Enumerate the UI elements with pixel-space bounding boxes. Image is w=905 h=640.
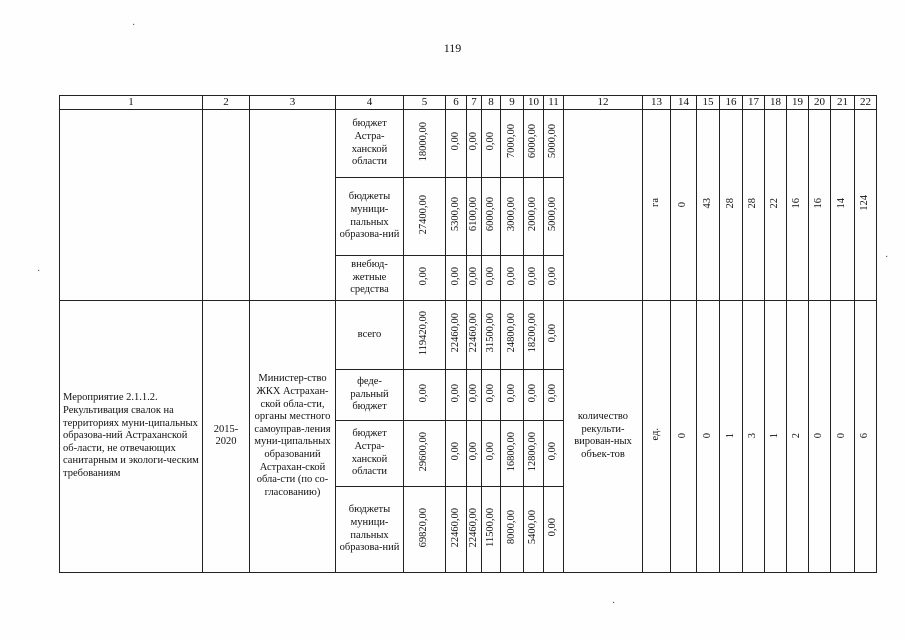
value-cell: [446, 370, 467, 420]
value-cell: [501, 256, 524, 300]
funding-source: феде-ральный бюджет: [336, 370, 404, 420]
indicator-value: [671, 110, 697, 301]
funding-source: всего: [336, 300, 404, 370]
value-cell: [544, 177, 564, 256]
value-cell: [446, 420, 467, 487]
value-text: 1: [769, 432, 781, 439]
col-num: 11: [544, 96, 564, 110]
col-num: 14: [671, 96, 697, 110]
col-num: 17: [743, 96, 765, 110]
indicator-value: [765, 110, 787, 301]
value-text: 11500,00: [484, 507, 496, 547]
value-text: 0,00: [484, 442, 496, 461]
value-cell: [446, 177, 467, 256]
value-cell: [404, 420, 446, 487]
value-cell: [467, 300, 482, 370]
value-text: 0,00: [418, 266, 430, 286]
indicator-name: количество рекульти-вирован-ных объек-тов: [564, 300, 643, 572]
indicator-value: [720, 300, 743, 572]
value-cell: [467, 177, 482, 256]
col-num: 3: [250, 96, 336, 110]
indicator-value: [743, 300, 765, 572]
value-cell: [404, 256, 446, 300]
col-num: 13: [643, 96, 671, 110]
value-text: 5400,00: [527, 510, 539, 545]
value-cell: [501, 370, 524, 420]
event-description: Мероприятие 2.1.1.2. Рекультивация свалок на территориях муни-ципальных образова-ний Астраханской об-ласти, не отвечающих санитарным и экологи-ческим требованиям: [60, 300, 203, 572]
value-text: 3: [747, 432, 759, 439]
value-text: 0: [701, 432, 713, 439]
indicator-value: [809, 110, 831, 301]
value-text: 124: [859, 194, 871, 211]
value-text: 119420,00: [418, 310, 430, 355]
col-num: 7: [467, 96, 482, 110]
indicator-value: [809, 300, 831, 572]
value-text: 0: [677, 201, 689, 207]
value-text: 28: [747, 197, 759, 208]
indicator-value: [787, 110, 809, 301]
funding-source: внебюд-жетные средства: [336, 256, 404, 300]
col-num: 19: [787, 96, 809, 110]
value-text: 18000,00: [418, 121, 430, 161]
value-text: 0,00: [527, 266, 539, 286]
value-text: 3000,00: [505, 197, 517, 232]
indicator-value: [787, 300, 809, 572]
col-num: 18: [765, 96, 787, 110]
value-cell: [467, 420, 482, 487]
value-text: 22: [769, 197, 781, 208]
value-cell: [482, 256, 501, 300]
value-cell: [467, 110, 482, 178]
indicator-value: [765, 300, 787, 572]
value-text: 0,00: [547, 518, 559, 537]
value-text: 0,00: [547, 442, 559, 461]
value-text: ед.: [650, 427, 662, 441]
value-cell: [544, 110, 564, 178]
value-text: 7000,00: [505, 124, 517, 159]
value-cell: [544, 487, 564, 573]
value-text: 0,00: [547, 383, 559, 402]
indicator-value: [671, 300, 697, 572]
value-text: 16: [791, 197, 803, 208]
value-cell: [404, 300, 446, 370]
col-num: 9: [501, 96, 524, 110]
col-num: 2: [203, 96, 250, 110]
value-text: 69820,00: [418, 507, 430, 548]
value-text: 0,00: [547, 266, 559, 286]
col-num: 20: [809, 96, 831, 110]
value-text: 12800,00: [527, 431, 539, 471]
value-cell: [524, 110, 544, 178]
column-number-row: [60, 96, 877, 110]
col-num: 15: [697, 96, 720, 110]
value-cell: [524, 487, 544, 573]
value-text: 29600,00: [418, 431, 430, 471]
value-cell: [446, 300, 467, 370]
value-text: 0,00: [484, 383, 496, 402]
page-number: 119: [443, 41, 462, 55]
value-text: 5000,00: [547, 124, 559, 159]
col-num: 12: [564, 96, 643, 110]
indicator-value: [855, 300, 877, 572]
table-row: [60, 110, 877, 178]
value-cell: [482, 487, 501, 573]
value-text: 24800,00: [505, 313, 517, 353]
value-text: 31500,00: [484, 313, 496, 353]
value-text: 14: [836, 197, 848, 208]
col-num: 21: [831, 96, 855, 110]
value-text: 6: [859, 432, 871, 439]
value-cell: [524, 370, 544, 420]
value-cell: [467, 487, 482, 573]
scan-speck: ·: [885, 252, 889, 263]
value-cell: [501, 487, 524, 573]
value-cell: [524, 177, 544, 256]
value-text: 16800,00: [505, 431, 517, 471]
value-text: 18200,00: [527, 313, 539, 353]
value-text: 0,00: [449, 266, 461, 286]
value-text: 5300,00: [449, 197, 461, 232]
value-text: 22460,00: [467, 507, 479, 548]
indicator-value: [855, 110, 877, 301]
indicator-cell-empty: [564, 110, 643, 301]
value-cell: [467, 256, 482, 300]
value-text: 0,00: [484, 132, 496, 151]
col-num: 16: [720, 96, 743, 110]
value-cell: [524, 256, 544, 300]
table-row: [60, 300, 877, 370]
unit-cell: [643, 300, 671, 572]
funding-source: бюджет Астра-ханской области: [336, 110, 404, 178]
value-cell: [501, 110, 524, 178]
indicator-value: [697, 110, 720, 301]
event-cell-empty: [60, 110, 203, 301]
value-cell: [482, 300, 501, 370]
col-num: 8: [482, 96, 501, 110]
col-num: 22: [855, 96, 877, 110]
value-text: 2000,00: [527, 197, 539, 232]
value-cell: [501, 177, 524, 256]
value-text: 0,00: [467, 442, 479, 461]
value-text: 0,00: [505, 383, 517, 402]
col-num: 10: [524, 96, 544, 110]
value-cell: [482, 110, 501, 178]
value-cell: [544, 300, 564, 370]
value-cell: [482, 370, 501, 420]
value-text: 0: [813, 432, 825, 439]
col-num: 1: [60, 96, 203, 110]
value-cell: [524, 420, 544, 487]
value-cell: [544, 256, 564, 300]
value-text: 0,00: [527, 383, 539, 402]
scan-speck: ·: [132, 20, 136, 31]
col-num: 6: [446, 96, 467, 110]
value-cell: [482, 177, 501, 256]
indicator-value: [697, 300, 720, 572]
scan-speck: ·: [612, 598, 616, 609]
value-cell: [524, 300, 544, 370]
scan-speck: ·: [37, 266, 41, 277]
value-cell: [404, 177, 446, 256]
value-cell: [544, 370, 564, 420]
value-text: 0,00: [467, 266, 479, 286]
funding-source: бюджеты муници-пальных образова-ний: [336, 177, 404, 256]
value-cell: [467, 370, 482, 420]
indicator-value: [720, 110, 743, 301]
value-text: 22460,00: [467, 313, 479, 353]
value-text: 0: [677, 432, 689, 439]
value-cell: [404, 487, 446, 573]
value-text: 6000,00: [527, 124, 539, 159]
value-cell: [404, 370, 446, 420]
value-text: 0,00: [449, 383, 461, 402]
value-text: 1: [724, 432, 736, 439]
value-text: 0,00: [449, 442, 461, 461]
value-text: 28: [724, 197, 736, 208]
budget-table: [59, 95, 877, 573]
value-text: 0: [836, 432, 848, 439]
value-text: 6000,00: [484, 197, 496, 232]
indicator-value: [831, 300, 855, 572]
col-num: 5: [404, 96, 446, 110]
value-cell: [501, 300, 524, 370]
value-text: 16: [813, 197, 825, 208]
value-text: 43: [701, 197, 713, 208]
executor-cell-empty: [250, 110, 336, 301]
value-cell: [446, 256, 467, 300]
value-text: 6100,00: [467, 197, 479, 232]
value-text: 0,00: [505, 266, 517, 286]
col-num: 4: [336, 96, 404, 110]
value-text: 0,00: [547, 323, 559, 342]
value-text: 0,00: [467, 132, 479, 151]
period-cell-empty: [203, 110, 250, 301]
unit-cell: [643, 110, 671, 301]
period: 2015-2020: [203, 300, 250, 572]
value-cell: [482, 420, 501, 487]
indicator-value: [831, 110, 855, 301]
value-text: 0,00: [484, 266, 496, 286]
value-text: га: [650, 198, 662, 208]
value-text: 5000,00: [547, 197, 559, 232]
value-cell: [446, 487, 467, 573]
value-text: 0,00: [449, 132, 461, 151]
indicator-value: [743, 110, 765, 301]
value-cell: [544, 420, 564, 487]
value-cell: [446, 110, 467, 178]
value-text: 22460,00: [449, 507, 461, 548]
value-cell: [501, 420, 524, 487]
value-text: 27400,00: [418, 194, 430, 235]
funding-source: бюджеты муници-пальных образова-ний: [336, 487, 404, 573]
executor: Министер-ство ЖКХ Астрахан-ской обла-сти, органы местного самоуправ-ления муни-ципальных образований Астрахан-ской обла-сти (по со-гласованию): [250, 300, 336, 572]
funding-source: бюджет Астра-ханской области: [336, 420, 404, 487]
value-text: 2: [791, 432, 803, 439]
value-cell: [404, 110, 446, 178]
value-text: 0,00: [418, 383, 430, 402]
value-text: 22460,00: [449, 313, 461, 353]
value-text: 0,00: [467, 383, 479, 402]
value-text: 8000,00: [505, 510, 517, 545]
